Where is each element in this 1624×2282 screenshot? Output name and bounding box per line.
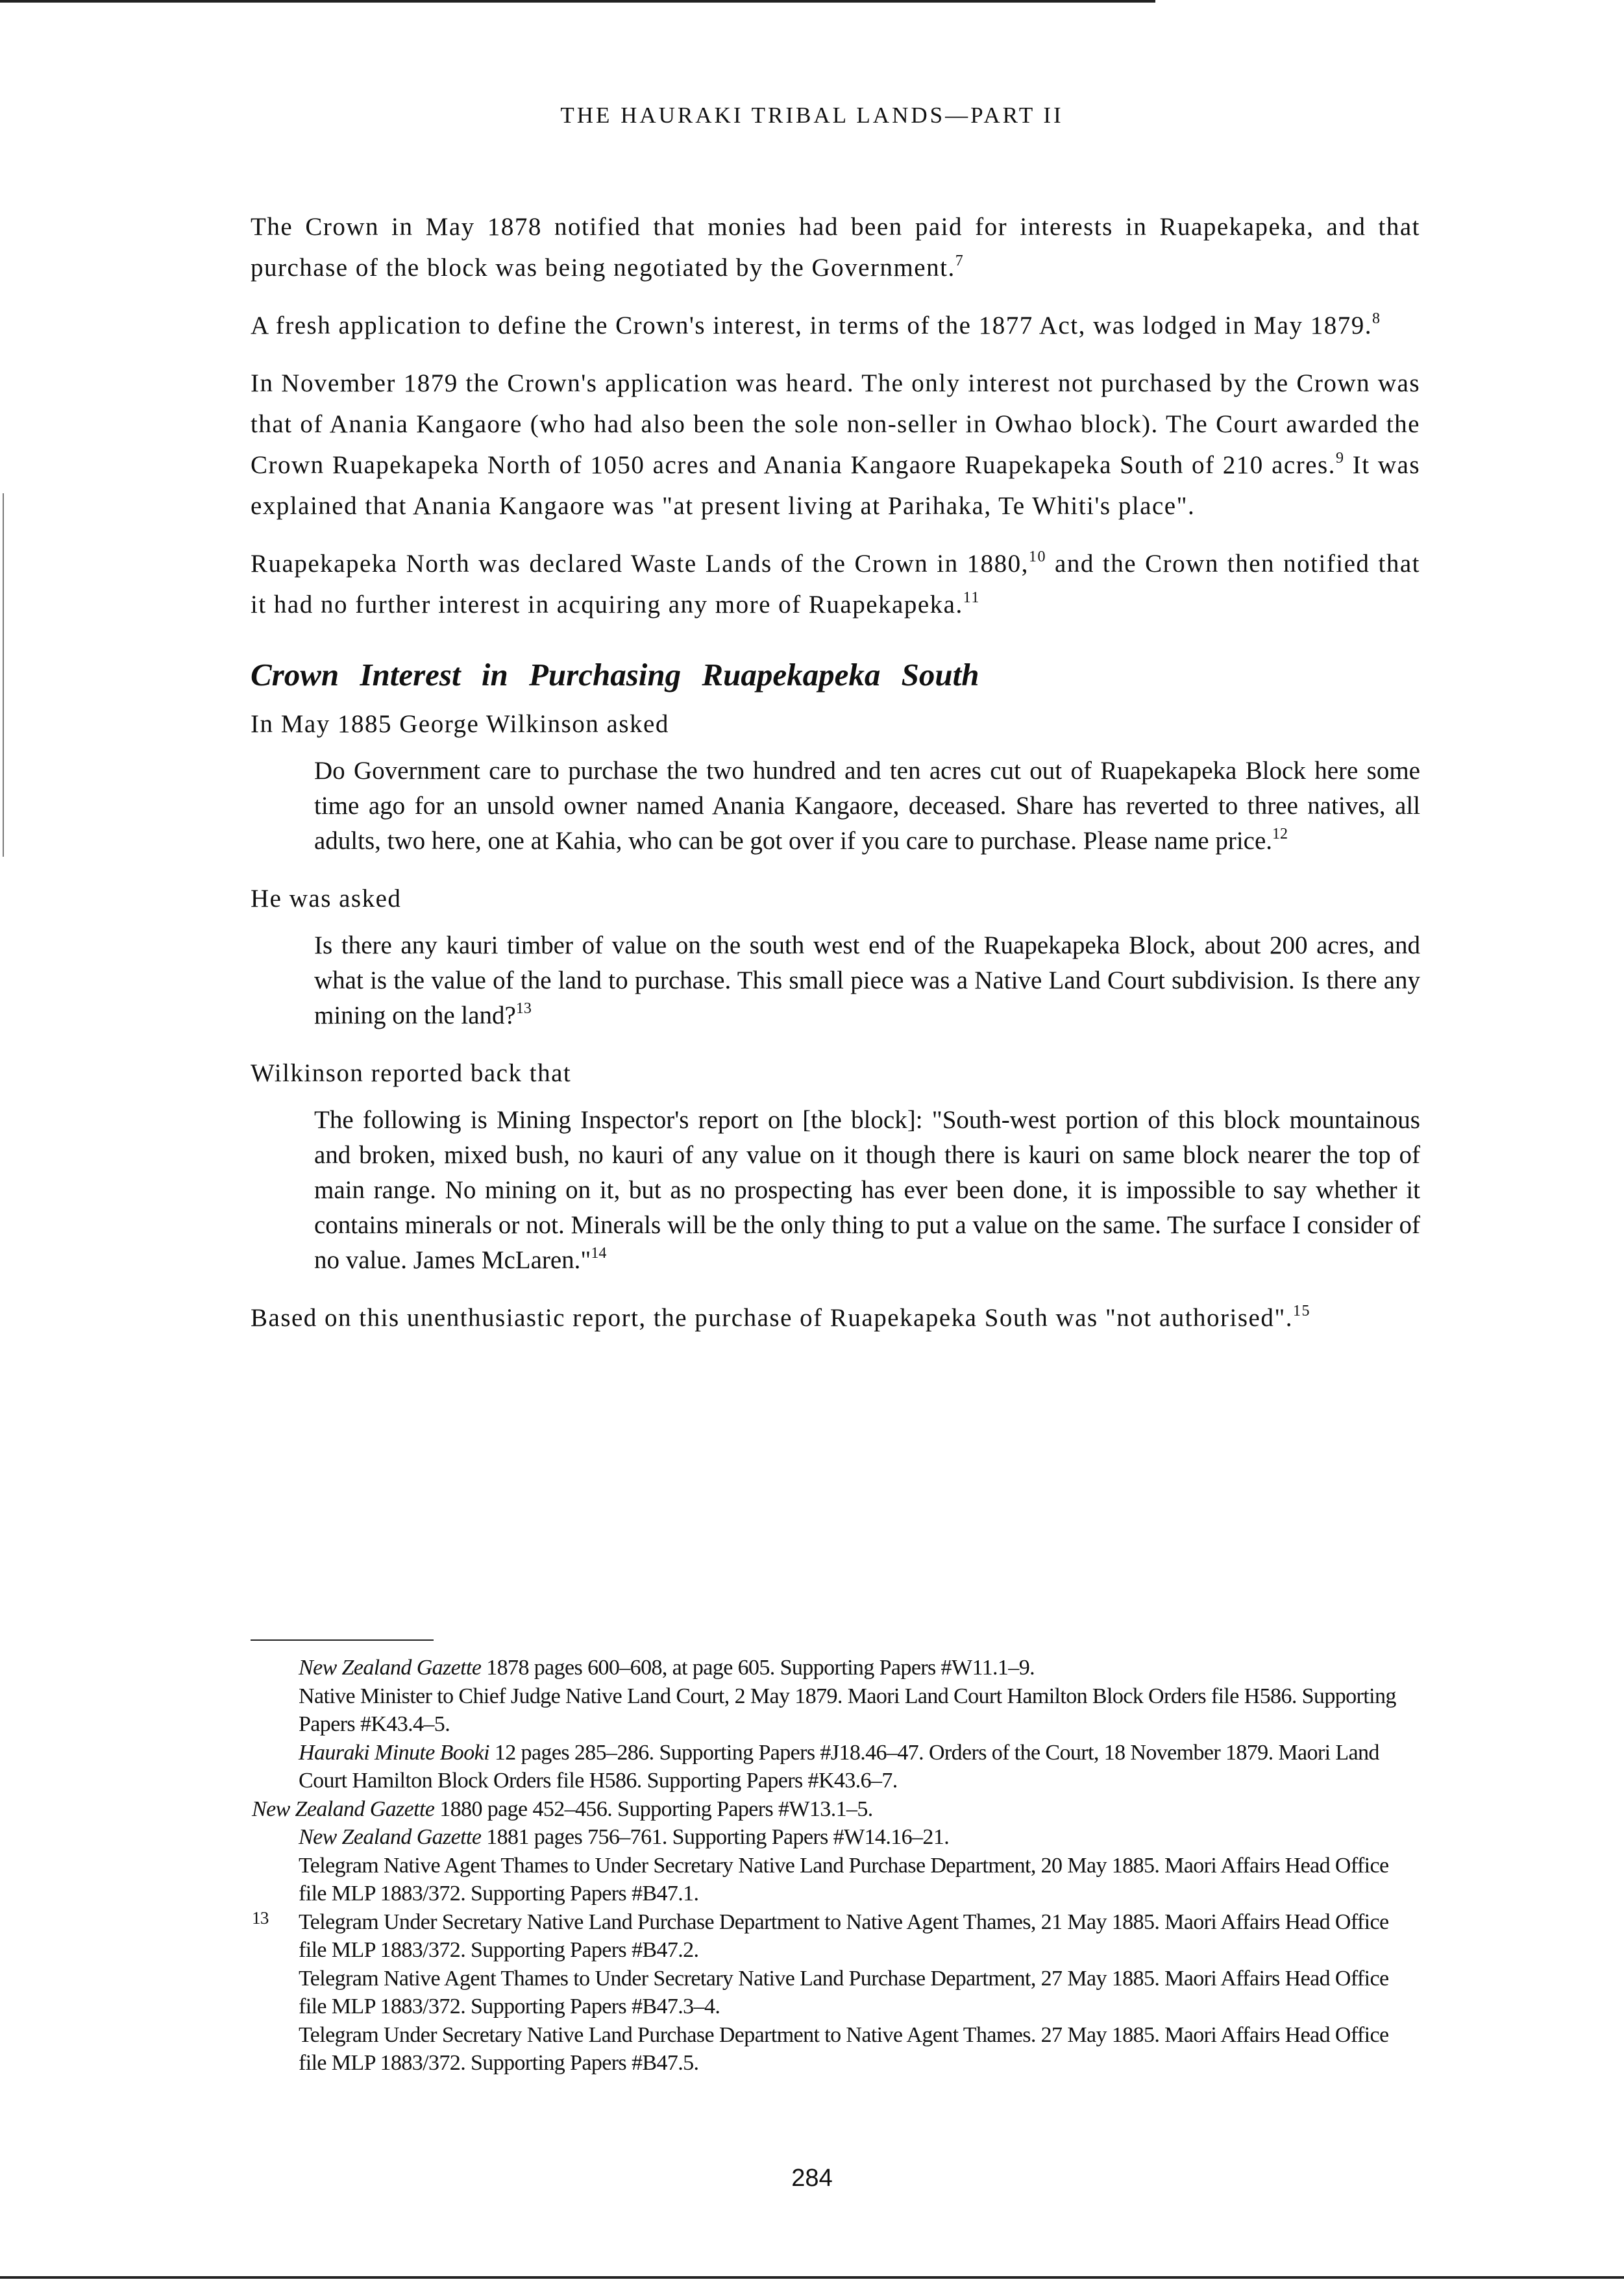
intro-he-was-asked: He was asked [251,885,402,913]
footnote-ref-11: 11 [963,589,980,606]
scan-margin-line [3,493,4,857]
footnote-ref-8: 8 [1372,310,1381,327]
paragraph-2: A fresh application to define the Crown's interest, in terms of the 1877 Act, was lodged in May 1879.$^8$ [251,310,1381,339]
top-rule [0,0,1155,3]
page-number: 284 [791,2165,833,2192]
intro-wilkinson-asked: In May 1885 George Wilkinson asked [251,710,669,738]
block-quote-3: The following is Mining Inspector's report on [the block]: "South-west portion of this block mountainous and broken, mixed bush, no kauri of any value on it though there is kauri on same block nearer the top of main range. No mining on it, but as no prospecting has ever been done, it is impossible to say whether it contains minerals or not. Minerals will be the only thing to put a value on the same. The surface I consider of no value. James McLaren."$^{14}$ [314,1106,1420,1274]
footnote-ref-15: 15 [1293,1303,1311,1319]
footnote-14: Telegram Native Agent Thames to Under Secretary Native Land Purchase Department, 27 May 1885. Maori Affairs Head Office file MLP 1883/372. Supporting Papers #B47.3–4. [299,1966,1389,2018]
running-title: THE HAURAKI TRIBAL LANDS—PART II [560,103,1064,128]
closing-paragraph: Based on this unenthusiastic report, the purchase of Ruapekapeka South was "not authorised".$^{15}$ [251,1303,1311,1332]
footnote-ref-14: 14 [591,1245,607,1262]
footnote-9: Hauraki Minute Booki 12 pages 285–286. Supporting Papers #J18.46–47. Orders of the Court, 18 November 1879. Maori Land Court Hamilton Block Orders file H586. Supporting Papers #K43.6–7. [299,1740,1379,1793]
footnote-number-13: 13 [252,1908,269,1928]
footnote-11: New Zealand Gazette 1881 pages 756–761. Supporting Papers #W14.16–21. [299,1825,950,1849]
bottom-rule [0,2276,1624,2279]
intro-reported-back: Wilkinson reported back that [251,1059,572,1087]
block-quote-2: Is there any kauri timber of value on the south west end of the Ruapekapeka Block, about 200 acres, and what is the value of the land to purchase. This small piece was a Native Land Court subdivision. Is there any mining on the land?$^{13}$ [314,931,1420,1029]
footnote-10: New Zealand Gazette 1880 page 452–456. Supporting Papers #W13.1–5. [252,1797,873,1821]
main-text [251,206,1420,1355]
footnote-12: Telegram Native Agent Thames to Under Secretary Native Land Purchase Department, 20 May 1885. Maori Affairs Head Office file MLP 1883/372. Supporting Papers #B47.1. [299,1853,1389,1906]
paragraph-3: In November 1879 the Crown's application was heard. The only interest not purchased by the Crown was that of Anania Kangaore (who had also been the sole non-seller in Owhao block). The Court awarded the Crown Ruapekapeka North of 1050 acres and Anania Kangaore Ruapekapeka South of 210 acres.$^9$ It was explained that Anania Kangaore was "at present living at Parihaka, Te Whiti's place". [251,369,1421,520]
footnote-8: Native Minister to Chief Judge Native Land Court, 2 May 1879. Maori Land Court Hamilton Block Orders file H586. Supporting Papers #K43.4–5. [299,1684,1396,1736]
footnote-13: 13 Telegram Under Secretary Native Land Purchase Department to Native Agent Thames, 21 May 1885. Maori Affairs Head Office file MLP 1883/372. Supporting Papers #B47.2. [299,1908,1415,1965]
footnote-15: Telegram Under Secretary Native Land Purchase Department to Native Agent Thames. 27 May 1885. Maori Affairs Head Office file MLP 1883/372. Supporting Papers #B47.5. [299,2022,1389,2075]
footnote-ref-13: 13 [515,1000,532,1017]
section-heading: Crown Interest in Purchasing Ruapekapeka South [251,657,979,693]
paragraph-1: The Crown in May 1878 notified that monies had been paid for interests in Ruapekapeka, and that purchase of the block was being negotiated by the Government.$^7$ [251,213,1420,282]
footnote-7: New Zealand Gazette 1878 pages 600–608, at page 605. Supporting Papers #W11.1–9. [299,1656,1035,1680]
footnote-rule [251,1639,434,1641]
footnote-ref-12: 12 [1272,826,1288,842]
footnote-list [252,1654,1415,2078]
block-quote-1: Do Government care to purchase the two hundred and ten acres cut out of Ruapekapeka Block here some time ago for an unsold owner named Anania Kangaore, deceased. Share has reverted to three natives, all adults, two here, one at Kahia, who can be got over if you care to purchase. Please name price.$^{12}$ [314,757,1420,855]
footnote-ref-7: 7 [955,252,965,269]
footnote-ref-10: 10 [1028,548,1046,565]
footnote-ref-9: 9 [1335,450,1345,467]
paragraph-4: Ruapekapeka North was declared Waste Lands of the Crown in 1880,10 and the Crown then notified that it had no further interest in acquiring any more of Ruapekapeka.$^{11}$ [251,548,1420,619]
